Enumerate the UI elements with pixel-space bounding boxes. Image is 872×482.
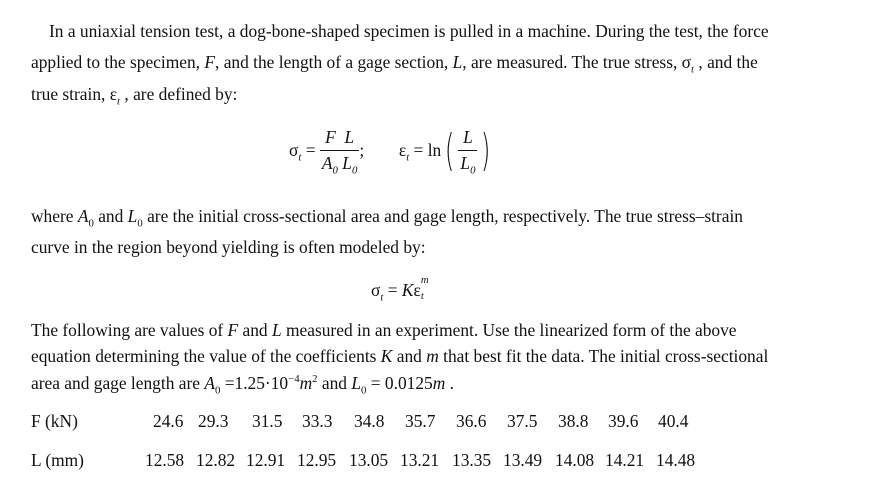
L-value-5: 13.05 [349, 450, 389, 470]
F-value-6: 35.7 [405, 411, 436, 431]
numerator: L [463, 127, 473, 147]
text: that best fit the data. The initial cross-sectional [438, 346, 769, 366]
epsilon-lhs [398, 140, 442, 164]
L-value-9: 14.08 [555, 450, 595, 470]
L-value-11: 14.48 [656, 450, 696, 470]
subscript: t [380, 291, 384, 304]
superscript: 2 [312, 373, 318, 386]
var-L: L [351, 373, 362, 393]
text: , and the [694, 52, 758, 72]
equals: = [301, 140, 316, 160]
L-value-3: 12.91 [246, 450, 286, 470]
subscript: 0 [361, 384, 367, 397]
L-value-10: 14.21 [605, 450, 645, 470]
ln: ln [427, 140, 442, 160]
text: = 0.0125 [366, 373, 433, 393]
var-L: L [342, 153, 352, 173]
row-label-L: L (mm) [31, 450, 84, 470]
paren-close: ) [481, 124, 491, 176]
paren-open: ( [445, 124, 455, 176]
subscript: 0 [332, 164, 338, 177]
F-value-2: 29.3 [198, 411, 229, 431]
subscript: t [406, 151, 410, 164]
text: where [31, 206, 78, 226]
paragraph-3-line-1 [31, 320, 737, 341]
text: . [445, 373, 455, 393]
F-value-11: 40.4 [658, 411, 689, 431]
text: and [238, 320, 272, 340]
text: and [93, 206, 128, 226]
F-value-8: 37.5 [507, 411, 538, 431]
paragraph-2-line-1 [31, 206, 743, 230]
subscript: 0 [137, 217, 143, 230]
text: =1.25·10 [220, 373, 289, 393]
var-m: m [299, 373, 313, 393]
var-epsilon: ε [398, 140, 407, 160]
text: and [317, 373, 352, 393]
var-L: L [271, 320, 282, 340]
superscript: −4 [288, 373, 300, 386]
text: applied to the specimen, [31, 52, 205, 72]
sigma-lhs [289, 140, 316, 164]
var-F: F [204, 52, 215, 72]
var-A: A [321, 153, 333, 173]
text: curve in the region beyond yielding is often modeled by: [31, 237, 426, 257]
L-value-6: 13.21 [400, 450, 440, 470]
paragraph-3-line-2 [31, 346, 768, 367]
subscript: t [298, 151, 302, 164]
var-A: A [204, 373, 215, 393]
var-K: K [380, 346, 393, 366]
denominator [320, 151, 359, 177]
subscript: 0 [351, 164, 358, 177]
var-L: L [344, 127, 355, 147]
paragraph-1-line-2 [31, 52, 758, 76]
text: are the initial cross-sectional area and gage length, respectively. The true stress–strain [142, 206, 743, 226]
formula-stress-strain-definition [289, 124, 495, 177]
subscript: t [691, 63, 695, 76]
paragraph-3-line-3 [31, 373, 455, 397]
var-epsilon: ε [413, 280, 421, 300]
equals: = [383, 280, 402, 300]
L-value-1: 12.58 [145, 450, 185, 470]
F-value-10: 39.6 [608, 411, 639, 431]
F-value-3: 31.5 [252, 411, 283, 431]
L-value-7: 13.35 [452, 450, 492, 470]
formula-power-law: $\sigma_t = K\varepsilon$ m t [371, 274, 429, 304]
var-sigma: σ [371, 280, 381, 300]
L-value-4: 12.95 [297, 450, 337, 470]
semicolon: ; [359, 140, 365, 160]
text: measured in an experiment. Use the linearized form of the above [281, 320, 737, 340]
F-value-1: 24.6 [153, 411, 184, 431]
text: , are measured. The true stress, [462, 52, 682, 72]
L-value-8: 13.49 [503, 450, 543, 470]
fraction-L-over-L0 [458, 127, 477, 177]
F-value-4: 33.3 [302, 411, 333, 431]
paragraph-1-line-3 [31, 84, 238, 108]
subscript: 0 [88, 217, 94, 230]
F-value-9: 38.8 [558, 411, 589, 431]
F-value-7: 36.6 [456, 411, 487, 431]
var-L: L [127, 206, 138, 226]
var-epsilon: ε [109, 84, 118, 104]
denominator [458, 151, 477, 177]
text: equation determining the value of the coefficients [31, 346, 381, 366]
var-K: K [401, 280, 414, 300]
var-sigma: σ [681, 52, 692, 72]
paragraph-2-line-2 [31, 237, 426, 258]
L-value-2: 12.82 [196, 450, 236, 470]
subscript: 0 [470, 164, 476, 177]
var-L: L [460, 153, 471, 173]
var-sigma: σ [289, 140, 299, 160]
subscript: 0 [214, 384, 221, 397]
paragraph-1-line-1 [49, 21, 769, 42]
text: and [392, 346, 427, 366]
var-m: m [432, 373, 446, 393]
text: true strain, [31, 84, 110, 104]
text: , and the length of a gage section, [215, 52, 453, 72]
text: In a uniaxial tension test, a dog-bone-shaped specimen is pulled in a machine. During the test, the force [49, 21, 769, 41]
numerator [320, 127, 359, 150]
text: The following are values of [31, 320, 228, 340]
text: area and gage length are [31, 373, 205, 393]
var-A: A [77, 206, 89, 226]
subscript: t [117, 95, 121, 108]
var-m: m [426, 346, 439, 366]
row-label-F: F (kN) [31, 411, 78, 431]
F-value-5: 34.8 [354, 411, 385, 431]
equals: = [409, 140, 428, 160]
fraction-FL-over-A0L0 [320, 127, 359, 177]
var-F: F [325, 127, 336, 147]
var-F: F [227, 320, 239, 340]
text: , are defined by: [120, 84, 238, 104]
var-L: L [452, 52, 463, 72]
